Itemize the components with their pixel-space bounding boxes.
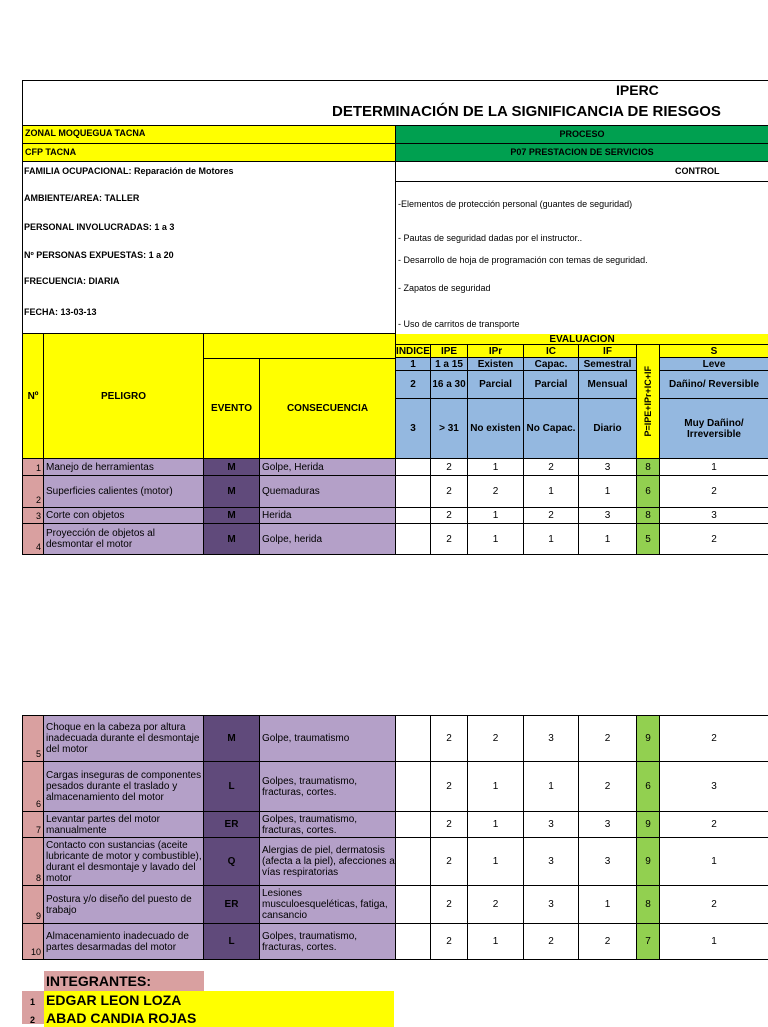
proceso-label-cell: PROCESO [396,126,768,144]
row-peligro: Corte con objetos [44,508,204,524]
row-indice [396,508,431,524]
personal-text: PERSONAL INVOLUCRADAS: 1 a 3 [24,222,175,232]
th-formula: P=IPE+IPr+IC+IF [637,345,660,459]
row-number: 1 [22,459,44,476]
familia-text: FAMILIA OCUPACIONAL: Reparación de Motores [24,166,234,176]
member-name-1: EDGAR LEON LOZA [44,991,394,1009]
expuestas-text: Nº PERSONAS EXPUESTAS: 1 a 20 [24,250,174,260]
row-p: 7 [637,924,660,960]
row-evento: M [204,508,260,524]
level-cell: 3 [396,399,431,459]
row-peligro: Superficies calientes (motor) [44,476,204,508]
level-s-cell: Leve [660,358,768,371]
th-evento: EVENTO [204,359,260,459]
row-if: 2 [579,762,637,812]
row-s: 2 [660,886,768,924]
control-item-5: - Uso de carritos de transporte [398,319,520,329]
row-p: 5 [637,524,660,555]
row-consecuencia: Alergias de piel, dermatosis (afecta a la piel), afecciones a vías respiratorias [260,838,396,886]
level-s-cell: Muy Dañino/ Irreversible [660,399,768,459]
row-indice [396,716,431,762]
row-number: 8 [22,838,44,886]
row-evento: L [204,924,260,960]
level-cell: > 31 [431,399,468,459]
row-ipr: 2 [468,476,524,508]
th-evento-top [204,334,396,359]
row-number: 5 [22,716,44,762]
row-evento: ER [204,812,260,838]
th-n: Nº [22,334,44,459]
row-p: 9 [637,812,660,838]
row-p: 9 [637,838,660,886]
row-indice [396,812,431,838]
row-number: 6 [22,762,44,812]
th-evaluacion: EVALUACION [396,334,768,345]
row-ipr: 1 [468,762,524,812]
member-number-2: 2 [30,1015,36,1025]
row-ipe: 2 [431,838,468,886]
row-evento: Q [204,838,260,886]
row-ipr: 1 [468,524,524,555]
th-ic: IC [524,345,579,358]
row-s: 2 [660,812,768,838]
iperc-label: IPERC [616,82,659,98]
row-indice [396,524,431,555]
row-peligro: Choque en la cabeza por altura inadecuada durante el desmontaje del motor [44,716,204,762]
row-peligro: Postura y/o diseño del puesto de trabajo [44,886,204,924]
row-s: 1 [660,459,768,476]
row-ipr: 1 [468,838,524,886]
row-peligro: Contacto con sustancias (aceite lubricante de motor y combustible), durant el desmontaje y lavado del motor [44,838,204,886]
th-peligro: PELIGRO [44,334,204,459]
row-if: 3 [579,459,637,476]
level-cell: 2 [396,371,431,399]
row-peligro: Levantar partes del motor manualmente [44,812,204,838]
row-ic: 3 [524,812,579,838]
row-ipr: 1 [468,459,524,476]
row-s: 2 [660,524,768,555]
row-p: 8 [637,508,660,524]
row-number: 2 [22,476,44,508]
row-ipe: 2 [431,476,468,508]
row-consecuencia: Golpe, herida [260,524,396,555]
frecuencia-text: FRECUENCIA: DIARIA [24,276,120,286]
row-consecuencia: Golpes, traumatismo, fracturas, cortes. [260,924,396,960]
control-item-4: - Zapatos de seguridad [398,283,491,293]
row-peligro: Cargas inseguras de componentes pesados durante el traslado y almacenamiento del motor [44,762,204,812]
row-peligro: Manejo de herramientas [44,459,204,476]
control-item-2: - Pautas de seguridad dadas por el instructor.. [398,233,583,243]
control-label: CONTROL [675,166,720,176]
row-ic: 1 [524,476,579,508]
member-name-2: ABAD CANDIA ROJAS [44,1009,394,1027]
th-indice: INDICE [396,345,430,357]
row-ic: 1 [524,762,579,812]
row-indice [396,838,431,886]
zonal-cell: ZONAL MOQUEGUA TACNA [22,126,396,144]
th-ipe: IPE [431,345,468,358]
fecha-text: FECHA: 13-03-13 [24,307,97,317]
row-consecuencia: Golpe, Herida [260,459,396,476]
row-ic: 2 [524,508,579,524]
row-s: 2 [660,716,768,762]
row-consecuencia: Quemaduras [260,476,396,508]
row-s: 2 [660,476,768,508]
row-ipe: 2 [431,812,468,838]
th-consecuencia: CONSECUENCIA [260,359,396,459]
proceso-value-cell: P07 PRESTACION DE SERVICIOS [396,144,768,162]
row-ic: 3 [524,886,579,924]
th-if: IF [579,345,637,358]
level-cell: 16 a 30 [431,371,468,399]
row-ic: 2 [524,459,579,476]
row-evento: M [204,716,260,762]
row-s: 1 [660,924,768,960]
table2-top-border [22,715,768,716]
th-s: S [660,345,768,358]
row-p: 6 [637,476,660,508]
row-if: 3 [579,838,637,886]
row-ipr: 2 [468,886,524,924]
level-cell: Semestral [579,358,637,371]
level-cell: Parcial [524,371,579,399]
row-ipr: 1 [468,812,524,838]
row-if: 2 [579,716,637,762]
row-peligro: Almacenamiento inadecuado de partes desarmadas del motor [44,924,204,960]
row-ipe: 2 [431,508,468,524]
row-ic: 1 [524,524,579,555]
row-evento: M [204,476,260,508]
row-s: 3 [660,762,768,812]
row-ipe: 2 [431,459,468,476]
level-cell: 1 [396,358,431,371]
level-cell: Mensual [579,371,637,399]
ambiente-text: AMBIENTE/AREA: TALLER [24,193,140,203]
level-cell: Capac. [524,358,579,371]
row-indice [396,476,431,508]
row-ipe: 2 [431,762,468,812]
row-ipr: 1 [468,924,524,960]
th-ipr: IPr [468,345,524,358]
row-ipe: 2 [431,924,468,960]
row-ipr: 2 [468,716,524,762]
row-if: 1 [579,524,637,555]
row-peligro: Proyección de objetos al desmontar el motor [44,524,204,555]
row-consecuencia: Golpes, traumatismo, fracturas, cortes. [260,762,396,812]
row-indice [396,459,431,476]
row-indice [396,886,431,924]
level-cell: 1 a 15 [431,358,468,371]
row-indice [396,924,431,960]
row-s: 3 [660,508,768,524]
control-item-3: - Desarrollo de hoja de programación con temas de seguridad. [398,255,648,265]
row-consecuencia: Golpes, traumatismo, fracturas, cortes. [260,812,396,838]
row-ic: 2 [524,924,579,960]
level-s-cell: Dañino/ Reversible [660,371,768,399]
row-s: 1 [660,838,768,886]
integrantes-label: INTEGRANTES: [44,971,204,991]
row-if: 3 [579,812,637,838]
row-number: 10 [22,924,44,960]
row-if: 1 [579,886,637,924]
row-evento: M [204,524,260,555]
row-number: 7 [22,812,44,838]
row-p: 9 [637,716,660,762]
row-ipe: 2 [431,524,468,555]
row-indice [396,762,431,812]
row-p: 8 [637,886,660,924]
row-evento: ER [204,886,260,924]
row-consecuencia: Golpe, traumatismo [260,716,396,762]
row-evento: M [204,459,260,476]
control-item-1: -Elementos de protección personal (guantes de seguridad) [398,199,633,209]
row-if: 2 [579,924,637,960]
row-consecuencia: Lesiones musculoesqueléticas, fatiga, cansancio [260,886,396,924]
row-p: 6 [637,762,660,812]
member-number-1: 1 [30,997,36,1007]
level-cell: Parcial [468,371,524,399]
row-ipe: 2 [431,886,468,924]
row-p: 8 [637,459,660,476]
row-ipe: 2 [431,716,468,762]
level-cell: No Capac. [524,399,579,459]
row-number: 4 [22,524,44,555]
row-ic: 3 [524,716,579,762]
level-cell: No existen [468,399,524,459]
row-ipr: 1 [468,508,524,524]
row-if: 3 [579,508,637,524]
row-consecuencia: Herida [260,508,396,524]
row-evento: L [204,762,260,812]
cfp-cell: CFP TACNA [22,144,396,162]
row-ic: 3 [524,838,579,886]
page-title: DETERMINACIÓN DE LA SIGNIFICANCIA DE RIESGOS [332,103,721,120]
row-number: 9 [22,886,44,924]
level-cell: Existen [468,358,524,371]
row-if: 1 [579,476,637,508]
level-cell: Diario [579,399,637,459]
row-number: 3 [22,508,44,524]
